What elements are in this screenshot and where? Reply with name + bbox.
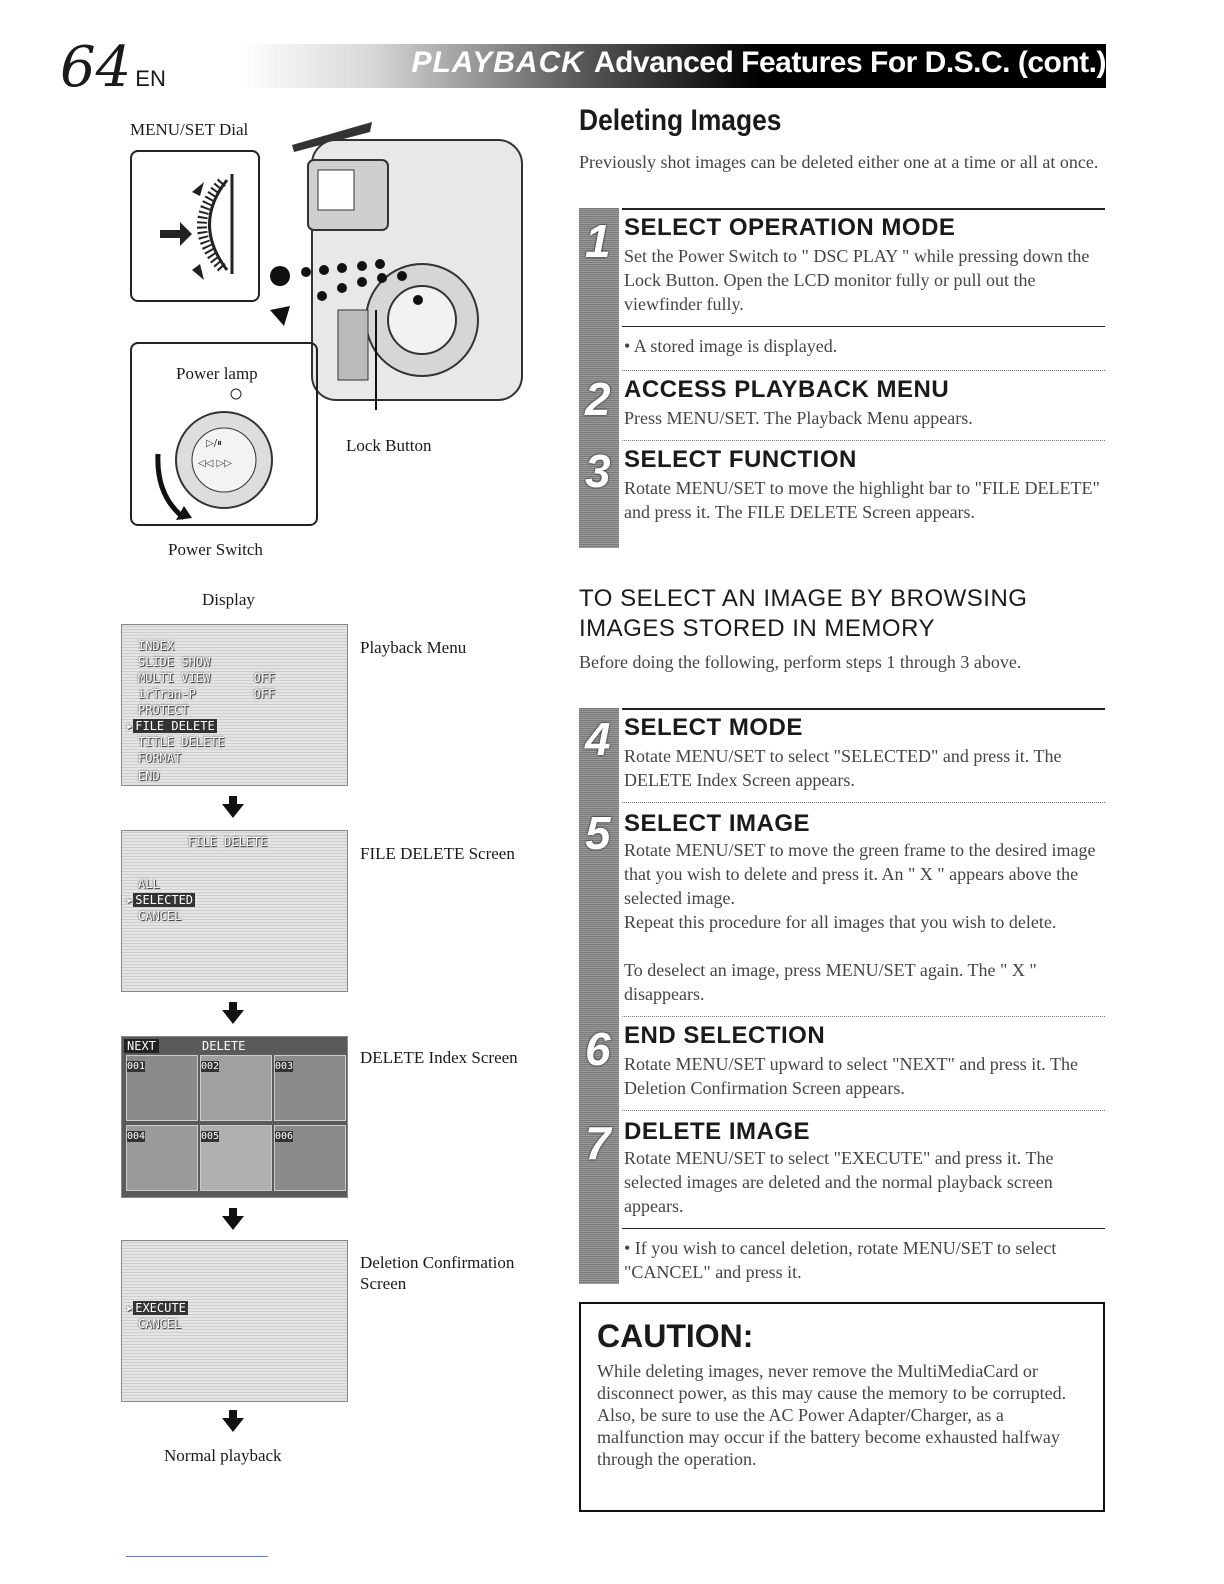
menu-row-irtran: irTran-P OFF: [138, 687, 276, 701]
confirmation-caption: Deletion Confirmation Screen: [360, 1253, 515, 1293]
step-text: Rotate MENU/SET upward to select "NEXT" and press it. The Deletion Confirmation Screen appears.: [624, 1054, 1078, 1098]
file-delete-row-cancel: CANCEL: [138, 909, 182, 923]
step-title: DELETE IMAGE: [624, 1118, 811, 1145]
playback-menu-caption: Playback Menu: [360, 638, 467, 657]
down-arrow-icon: [229, 1002, 237, 1010]
normal-playback-label: Normal playback: [164, 1446, 282, 1465]
down-arrow-icon: [222, 1010, 244, 1024]
down-arrow-icon: [229, 796, 237, 804]
playback-menu-screen: [121, 624, 348, 786]
step-title: END SELECTION: [624, 1022, 826, 1049]
caution-title: CAUTION:: [597, 1318, 754, 1354]
menu-set-dial-label: MENU/SET Dial: [130, 120, 249, 139]
step-title: ACCESS PLAYBACK MENU: [624, 376, 950, 403]
title-rest: Advanced Features For D.S.C. (cont.): [593, 46, 1106, 79]
step-text: Set the Power Switch to " DSC PLAY " while pressing down the Lock Button. Open the LCD monitor fully or pull out the viewfinder fully.: [624, 246, 1090, 314]
divider: [622, 1016, 1105, 1017]
menu-row-end: END: [138, 769, 160, 783]
power-lamp-label: Power lamp: [176, 364, 258, 383]
down-arrow-icon: [222, 804, 244, 818]
thumbnail: 002: [200, 1055, 272, 1121]
down-arrow-icon: [229, 1410, 237, 1418]
menu-row-multi-view: MULTI VIEW OFF: [138, 671, 276, 685]
step-text: Press MENU/SET. The Playback Menu appears.: [624, 408, 973, 428]
lock-button-label: Lock Button: [346, 436, 432, 455]
step-title: SELECT FUNCTION: [624, 446, 857, 473]
down-arrow-icon: [222, 1216, 244, 1230]
page-number: 64 EN: [60, 35, 166, 100]
divider: [622, 440, 1105, 441]
step-number: 1: [585, 215, 611, 267]
confirm-row-execute: ▸ EXECUTE: [126, 1301, 186, 1315]
step-note: • A stored image is displayed.: [624, 336, 838, 356]
caution-text: While deleting images, never remove the MultiMediaCard or disconnect power, as this may cause the memory to be corrupted. Also, be sure to use the AC Power Adapter/Charger, as a malfunction may occur if the battery become exhausted halfway through the operation.: [597, 1361, 1067, 1469]
step-note: • If you wish to cancel deletion, rotate MENU/SET to select "CANCEL" and press it.: [624, 1238, 1057, 1282]
delete-index-caption: DELETE Index Screen: [360, 1048, 518, 1067]
power-switch-icon: [132, 384, 316, 524]
sub-intro: Before doing the following, perform steps 1 through 3 above.: [579, 652, 1022, 672]
page-title: [411, 46, 1106, 80]
thumbnail: 001: [126, 1055, 198, 1121]
step-bar: [579, 708, 619, 1284]
step-number: 3: [585, 445, 611, 497]
thumbnail: 004: [126, 1125, 198, 1191]
menu-row-slide-show: SLIDE SHOW: [138, 655, 211, 669]
footer-rule: [126, 1556, 268, 1557]
delete-index-screen: [121, 1036, 348, 1198]
divider: [622, 326, 1105, 327]
divider: [622, 1110, 1105, 1111]
dial-icon: [132, 152, 258, 300]
power-switch-inset: [130, 342, 318, 526]
section-heading: Deleting Images: [579, 104, 782, 137]
menu-row-protect: PROTECT: [138, 703, 189, 717]
svg-text:◁◁ ▷▷: ◁◁ ▷▷: [198, 458, 232, 469]
divider: [622, 708, 1105, 710]
power-switch-label: Power Switch: [168, 540, 263, 559]
step-text: Rotate MENU/SET to move the highlight bar to "FILE DELETE" and press it. The FILE DELETE Screen appears.: [624, 478, 1100, 522]
display-label: Display: [202, 590, 255, 609]
step-text: Rotate MENU/SET to select "EXECUTE" and press it. The selected images are deleted and the normal playback screen appears.: [624, 1148, 1054, 1216]
next-label: NEXT: [124, 1039, 159, 1053]
delete-index-title: DELETE: [202, 1039, 246, 1053]
dial-inset: [130, 150, 260, 302]
step-title: SELECT IMAGE: [624, 810, 811, 837]
step-title: SELECT OPERATION MODE: [624, 214, 956, 241]
step-number: 4: [585, 713, 611, 765]
thumbnail: 003: [274, 1055, 346, 1121]
down-arrow-icon: [222, 1418, 244, 1432]
divider: [622, 1228, 1105, 1229]
subheading-line-1: TO SELECT AN IMAGE BY BROWSING: [579, 585, 1028, 612]
step-text: Repeat this procedure for all images that you wish to delete.: [624, 912, 1057, 932]
step-number: 2: [585, 373, 611, 425]
intro-text: Previously shot images can be deleted either one at a time or all at once.: [579, 152, 1099, 172]
down-arrow-icon: [229, 1208, 237, 1216]
step-text: To deselect an image, press MENU/SET again. The " X " disappears.: [624, 960, 1037, 1004]
deletion-confirmation-screen: [121, 1240, 348, 1402]
divider: [622, 208, 1105, 210]
divider: [622, 370, 1105, 371]
file-delete-screen: [121, 830, 348, 992]
file-delete-caption: FILE DELETE Screen: [360, 844, 515, 863]
menu-row-index: INDEX: [138, 639, 175, 653]
file-delete-row-all: ALL: [138, 877, 160, 891]
file-delete-row-selected: ▸ SELECTED: [126, 893, 194, 907]
language-code: EN: [135, 66, 166, 91]
thumbnail: 006: [274, 1125, 346, 1191]
menu-row-file-delete: ▸ FILE DELETE: [126, 719, 215, 733]
svg-text:▷/⏸: ▷/⏸: [206, 438, 223, 449]
step-text: Rotate MENU/SET to move the green frame to the desired image that you wish to delete and press it. An " X " appears above the selected image.: [624, 840, 1096, 908]
menu-row-title-delete: TITLE DELETE: [138, 735, 225, 749]
confirm-row-cancel: CANCEL: [138, 1317, 182, 1331]
caution-box: [579, 1302, 1105, 1512]
divider: [622, 802, 1105, 803]
step-number: 5: [585, 807, 611, 859]
title-playback: PLAYBACK: [411, 46, 584, 79]
step-number: 6: [585, 1023, 611, 1075]
step-number: 7: [585, 1117, 611, 1169]
step-text: Rotate MENU/SET to select "SELECTED" and press it. The DELETE Index Screen appears.: [624, 746, 1062, 790]
step-title: SELECT MODE: [624, 714, 803, 741]
file-delete-title: FILE DELETE: [188, 835, 268, 849]
menu-row-format: FORMAT: [138, 751, 182, 765]
thumbnail: 005: [200, 1125, 272, 1191]
subheading-line-2: IMAGES STORED IN MEMORY: [579, 615, 935, 642]
